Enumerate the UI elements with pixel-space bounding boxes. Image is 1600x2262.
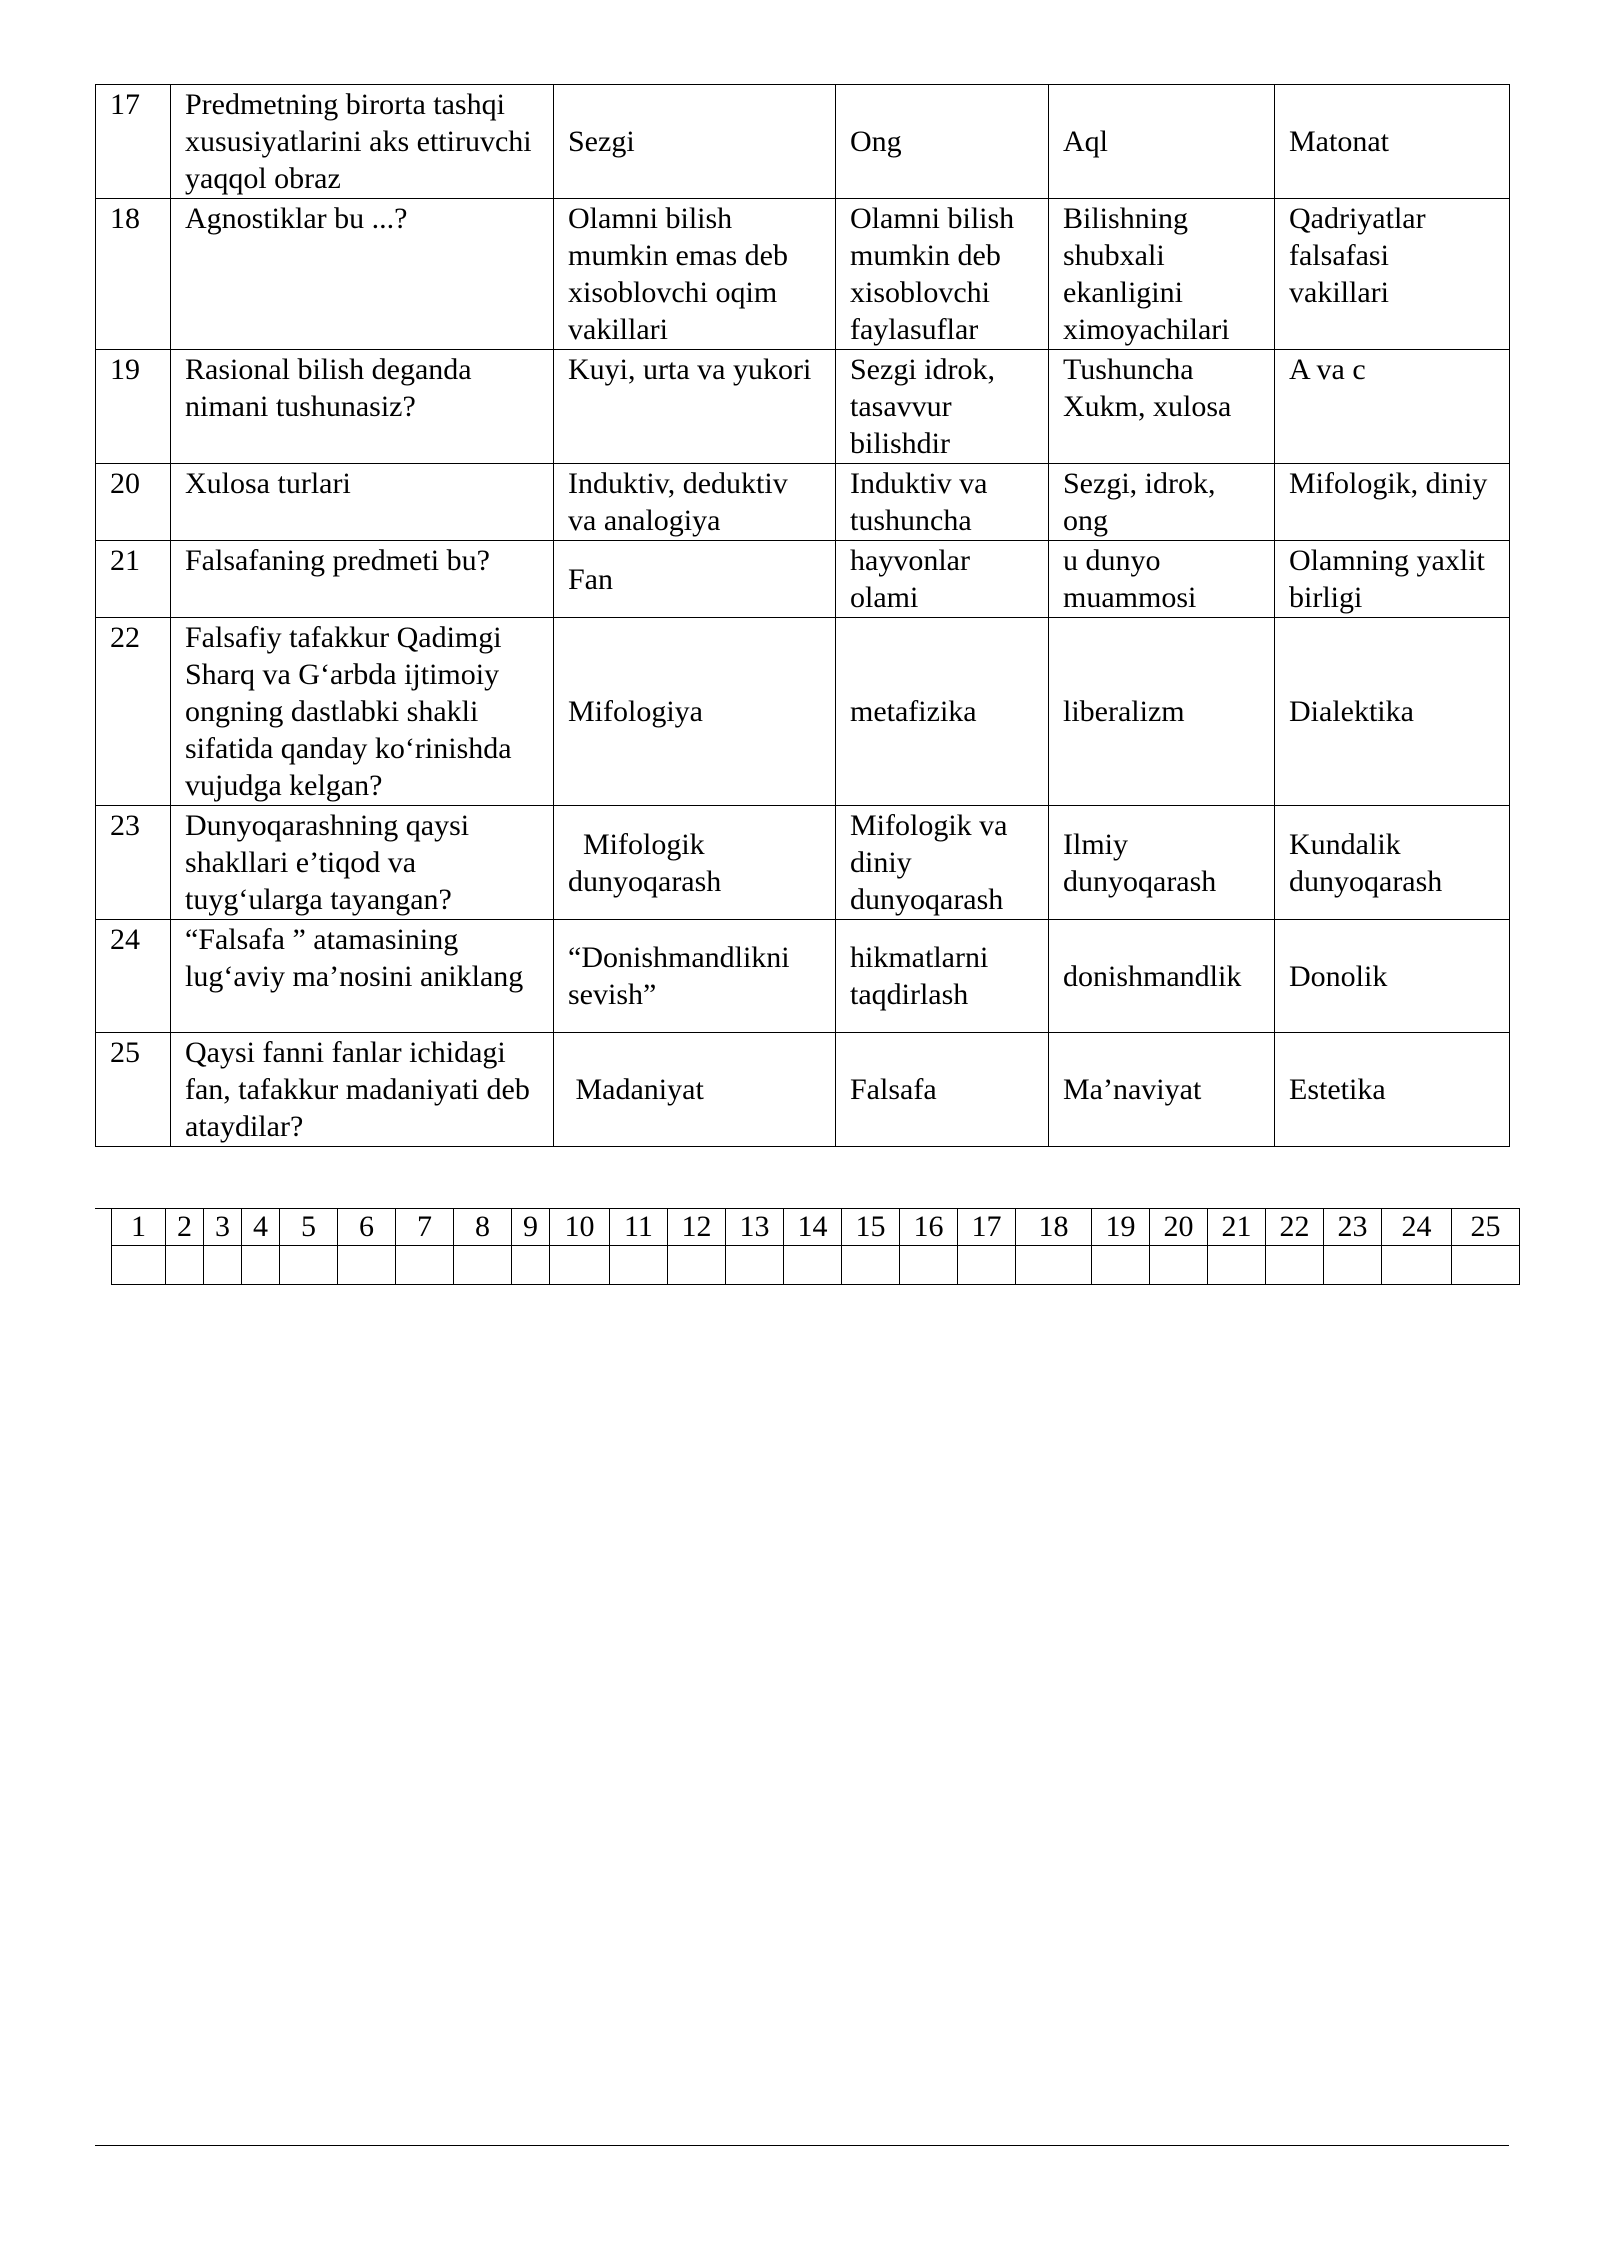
answer-cell[interactable]	[610, 1246, 668, 1285]
option-c: Sezgi, idrok, ong	[1049, 464, 1275, 541]
answer-grid-number: 5	[280, 1209, 338, 1246]
footer-rule	[95, 2145, 1509, 2146]
question-number: 24	[96, 920, 171, 1033]
answer-grid-top-rule	[95, 1208, 111, 1209]
question-row	[96, 920, 1510, 1033]
answer-cell[interactable]	[204, 1246, 242, 1285]
answer-grid-number: 16	[900, 1209, 958, 1246]
answer-cell[interactable]	[338, 1246, 396, 1285]
answer-grid-number: 21	[1208, 1209, 1266, 1246]
answer-cell[interactable]	[280, 1246, 338, 1285]
question-row	[96, 806, 1510, 920]
option-c: liberalizm	[1049, 618, 1275, 806]
option-d: Mifologik, diniy	[1275, 464, 1510, 541]
answer-cell[interactable]	[454, 1246, 512, 1285]
answer-cell[interactable]	[550, 1246, 610, 1285]
option-d: Qadriyatlar falsafasi vakillari	[1275, 199, 1510, 350]
option-d: Estetika	[1275, 1033, 1510, 1147]
option-d: Dialektika	[1275, 618, 1510, 806]
option-d: A va c	[1275, 350, 1510, 464]
answer-cell[interactable]	[1016, 1246, 1092, 1285]
option-d: Kundalik dunyoqarash	[1275, 806, 1510, 920]
question-number: 19	[96, 350, 171, 464]
answer-cell[interactable]	[112, 1246, 166, 1285]
option-c: Tushuncha Xukm, xulosa	[1049, 350, 1275, 464]
answer-grid-number: 12	[668, 1209, 726, 1246]
answer-grid-number: 19	[1092, 1209, 1150, 1246]
question-row	[96, 541, 1510, 618]
answer-cell[interactable]	[1266, 1246, 1324, 1285]
answer-grid-number-row	[112, 1209, 1520, 1246]
option-c: Ilmiy dunyoqarash	[1049, 806, 1275, 920]
answer-grid-number: 17	[958, 1209, 1016, 1246]
answer-cell[interactable]	[1150, 1246, 1208, 1285]
answer-cell[interactable]	[900, 1246, 958, 1285]
option-a: Induktiv, deduktiv va analogiya	[554, 464, 836, 541]
answer-grid-number: 2	[166, 1209, 204, 1246]
answer-grid-number: 9	[512, 1209, 550, 1246]
question-row	[96, 85, 1510, 199]
answer-grid-number: 13	[726, 1209, 784, 1246]
question-text: Predmetning birorta tashqi xususiyatlarini aks ettiruvchi yaqqol obraz	[171, 85, 554, 199]
quiz-body	[96, 85, 1510, 1147]
answer-cell[interactable]	[1092, 1246, 1150, 1285]
answer-grid-answer-row	[112, 1246, 1520, 1285]
answer-cell[interactable]	[1208, 1246, 1266, 1285]
option-b: Ong	[836, 85, 1049, 199]
option-b: Induktiv va tushuncha	[836, 464, 1049, 541]
answer-cell[interactable]	[842, 1246, 900, 1285]
answer-grid-number: 4	[242, 1209, 280, 1246]
answer-cell[interactable]	[166, 1246, 204, 1285]
answer-cell[interactable]	[958, 1246, 1016, 1285]
option-d: Donolik	[1275, 920, 1510, 1033]
option-a: Kuyi, urta va yukori	[554, 350, 836, 464]
question-number: 18	[96, 199, 171, 350]
option-b: Sezgi idrok, tasavvur bilishdir	[836, 350, 1049, 464]
option-b: metafizika	[836, 618, 1049, 806]
question-text: Dunyoqarashning qaysi shakllari e’tiqod va tuyg‘ularga tayangan?	[171, 806, 554, 920]
option-c: u dunyo muammosi	[1049, 541, 1275, 618]
answer-grid-number: 20	[1150, 1209, 1208, 1246]
option-a: Mifologiya	[554, 618, 836, 806]
answer-grid-number: 7	[396, 1209, 454, 1246]
question-row	[96, 199, 1510, 350]
answer-cell[interactable]	[784, 1246, 842, 1285]
question-row	[96, 618, 1510, 806]
answer-cell[interactable]	[1324, 1246, 1382, 1285]
answer-grid-number: 23	[1324, 1209, 1382, 1246]
answer-cell[interactable]	[1452, 1246, 1520, 1285]
option-b: Olamni bilish mumkin deb xisoblovchi faylasuflar	[836, 199, 1049, 350]
answer-grid-number: 1	[112, 1209, 166, 1246]
question-text: Falsafaning predmeti bu?	[171, 541, 554, 618]
answer-grid-number: 6	[338, 1209, 396, 1246]
question-number: 21	[96, 541, 171, 618]
question-text: Agnostiklar bu ...?	[171, 199, 554, 350]
option-b: Falsafa	[836, 1033, 1049, 1147]
answer-grid-number: 22	[1266, 1209, 1324, 1246]
question-number: 22	[96, 618, 171, 806]
answer-cell[interactable]	[396, 1246, 454, 1285]
option-b: Mifologik va diniy dunyoqarash	[836, 806, 1049, 920]
question-row	[96, 1033, 1510, 1147]
question-text: “Falsafa ” atamasining lug‘aviy ma’nosini aniklang	[171, 920, 554, 1033]
option-d: Matonat	[1275, 85, 1510, 199]
question-row	[96, 464, 1510, 541]
question-number: 20	[96, 464, 171, 541]
option-b: hikmatlarni taqdirlash	[836, 920, 1049, 1033]
answer-grid-number: 3	[204, 1209, 242, 1246]
answer-cell[interactable]	[668, 1246, 726, 1285]
question-text: Rasional bilish deganda nimani tushunasiz?	[171, 350, 554, 464]
question-number: 17	[96, 85, 171, 199]
option-c: donishmandlik	[1049, 920, 1275, 1033]
option-a: Olamni bilish mumkin emas deb xisoblovchi oqim vakillari	[554, 199, 836, 350]
option-c: Ma’naviyat	[1049, 1033, 1275, 1147]
answer-cell[interactable]	[1382, 1246, 1452, 1285]
answer-grid-number: 15	[842, 1209, 900, 1246]
option-a: Fan	[554, 541, 836, 618]
answer-grid-number: 14	[784, 1209, 842, 1246]
answer-cell[interactable]	[726, 1246, 784, 1285]
answer-grid-number: 11	[610, 1209, 668, 1246]
option-c: Aql	[1049, 85, 1275, 199]
answer-grid-number: 18	[1016, 1209, 1092, 1246]
option-b: hayvonlar olami	[836, 541, 1049, 618]
question-text: Xulosa turlari	[171, 464, 554, 541]
answer-grid	[111, 1208, 1520, 1285]
question-number: 23	[96, 806, 171, 920]
answer-grid-number: 24	[1382, 1209, 1452, 1246]
answer-cell[interactable]	[242, 1246, 280, 1285]
answer-grid-number: 10	[550, 1209, 610, 1246]
option-c: Bilishning shubxali ekanligini ximoyachilari	[1049, 199, 1275, 350]
question-number: 25	[96, 1033, 171, 1147]
option-a: Mifologik dunyoqarash	[554, 806, 836, 920]
answer-cell[interactable]	[512, 1246, 550, 1285]
option-a: Madaniyat	[554, 1033, 836, 1147]
answer-grid-number: 8	[454, 1209, 512, 1246]
quiz-table	[95, 84, 1510, 1147]
question-text: Qaysi fanni fanlar ichidagi fan, tafakkur madaniyati deb ataydilar?	[171, 1033, 554, 1147]
option-a: “Donishmandlikni sevish”	[554, 920, 836, 1033]
answer-grid-number: 25	[1452, 1209, 1520, 1246]
question-text: Falsafiy tafakkur Qadimgi Sharq va G‘arbda ijtimoiy ongning dastlabki shakli sifatida qanday ko‘rinishda vujudga kelgan?	[171, 618, 554, 806]
question-row	[96, 350, 1510, 464]
option-a: Sezgi	[554, 85, 836, 199]
option-d: Olamning yaxlit birligi	[1275, 541, 1510, 618]
